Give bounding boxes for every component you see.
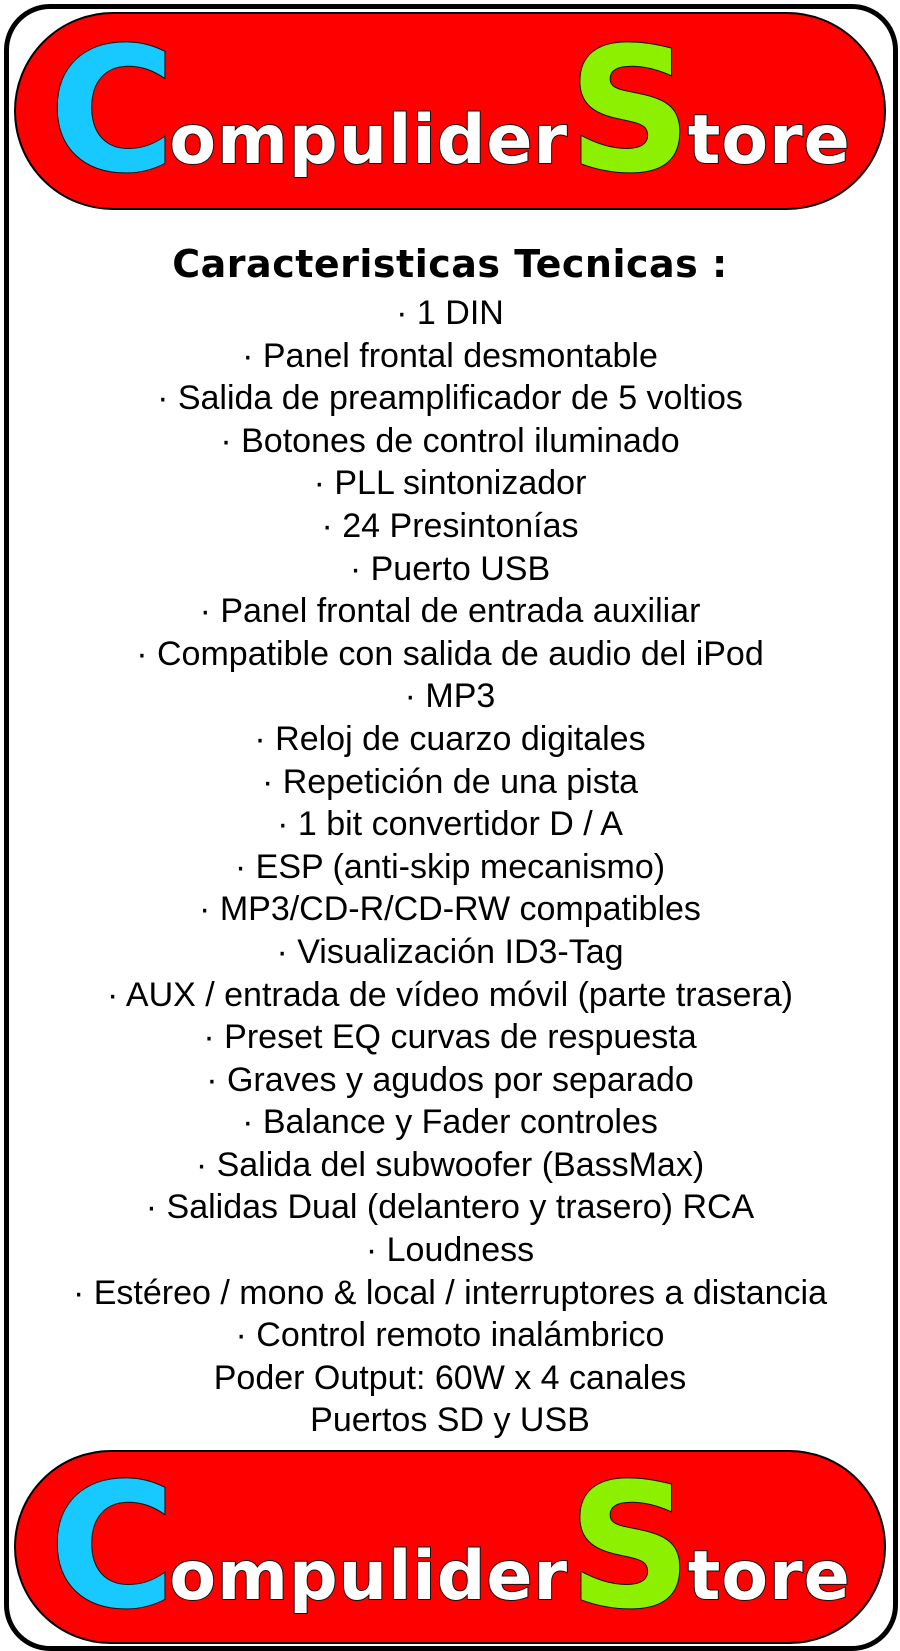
feature-item: · 24 Presintonías	[321, 506, 579, 545]
feature-item: · MP3/CD-R/CD-RW compatibles	[199, 890, 701, 929]
feature-item: · AUX / entrada de vídeo móvil (parte trasera)	[107, 975, 793, 1014]
feature-item: · Panel frontal desmontable	[242, 336, 658, 375]
bottom-logo-banner	[14, 1450, 886, 1644]
feature-item: · Salida del subwoofer (BassMax)	[195, 1145, 705, 1184]
spec-heading: Caracteristicas Tecnicas :	[172, 242, 728, 286]
logo-text-ompulider: ompulider	[169, 1537, 569, 1616]
feature-item: · Preset EQ curvas de respuesta	[203, 1018, 697, 1057]
feature-item: · 1 DIN	[396, 294, 504, 332]
feature-item: · MP3	[404, 677, 496, 716]
feature-item: · Puerto USB	[349, 549, 551, 588]
feature-item: · Reloj de cuarzo digitales	[254, 719, 646, 758]
feature-item: Puertos SD y USB	[310, 1401, 590, 1440]
feature-item: · Salida de preamplificador de 5 voltios	[157, 379, 743, 418]
logo-text-tore: tore	[687, 1537, 851, 1616]
logo-letter-s: S	[568, 12, 688, 210]
top-logo-banner	[14, 12, 886, 210]
logo-letter-c: C	[49, 1450, 170, 1644]
logo-text-ompulider: ompulider	[169, 101, 569, 180]
feature-item: · Botones de control iluminado	[220, 421, 680, 460]
feature-item: · Estéreo / mono & local / interruptores a distancia	[72, 1273, 828, 1312]
feature-item: · 1 bit convertidor D / A	[277, 805, 623, 844]
feature-item: · Compatible con salida de audio del iPod	[136, 634, 764, 673]
feature-item: · Salidas Dual (delantero y trasero) RCA	[145, 1188, 755, 1227]
feature-item: · Loudness	[365, 1231, 535, 1270]
feature-item: · PLL sintonizador	[313, 464, 587, 503]
feature-item: · ESP (anti-skip mecanismo)	[234, 847, 666, 886]
feature-list	[14, 292, 886, 1442]
feature-item: Poder Output: 60W x 4 canales	[213, 1358, 687, 1397]
feature-item: · Graves y agudos por separado	[206, 1060, 694, 1099]
feature-item: · Control remoto inalámbrico	[235, 1316, 665, 1355]
logo-text-tore: tore	[687, 101, 851, 180]
logo-letter-c: C	[49, 12, 170, 210]
spec-section	[14, 236, 886, 1442]
feature-item: · Visualización ID3-Tag	[276, 932, 624, 971]
feature-item: · Balance y Fader controles	[242, 1103, 658, 1142]
store-logo	[49, 1450, 851, 1644]
store-logo	[49, 12, 851, 210]
feature-item: · Panel frontal de entrada auxiliar	[199, 592, 701, 631]
feature-item: · Repetición de una pista	[261, 762, 639, 801]
logo-letter-s: S	[568, 1450, 688, 1644]
